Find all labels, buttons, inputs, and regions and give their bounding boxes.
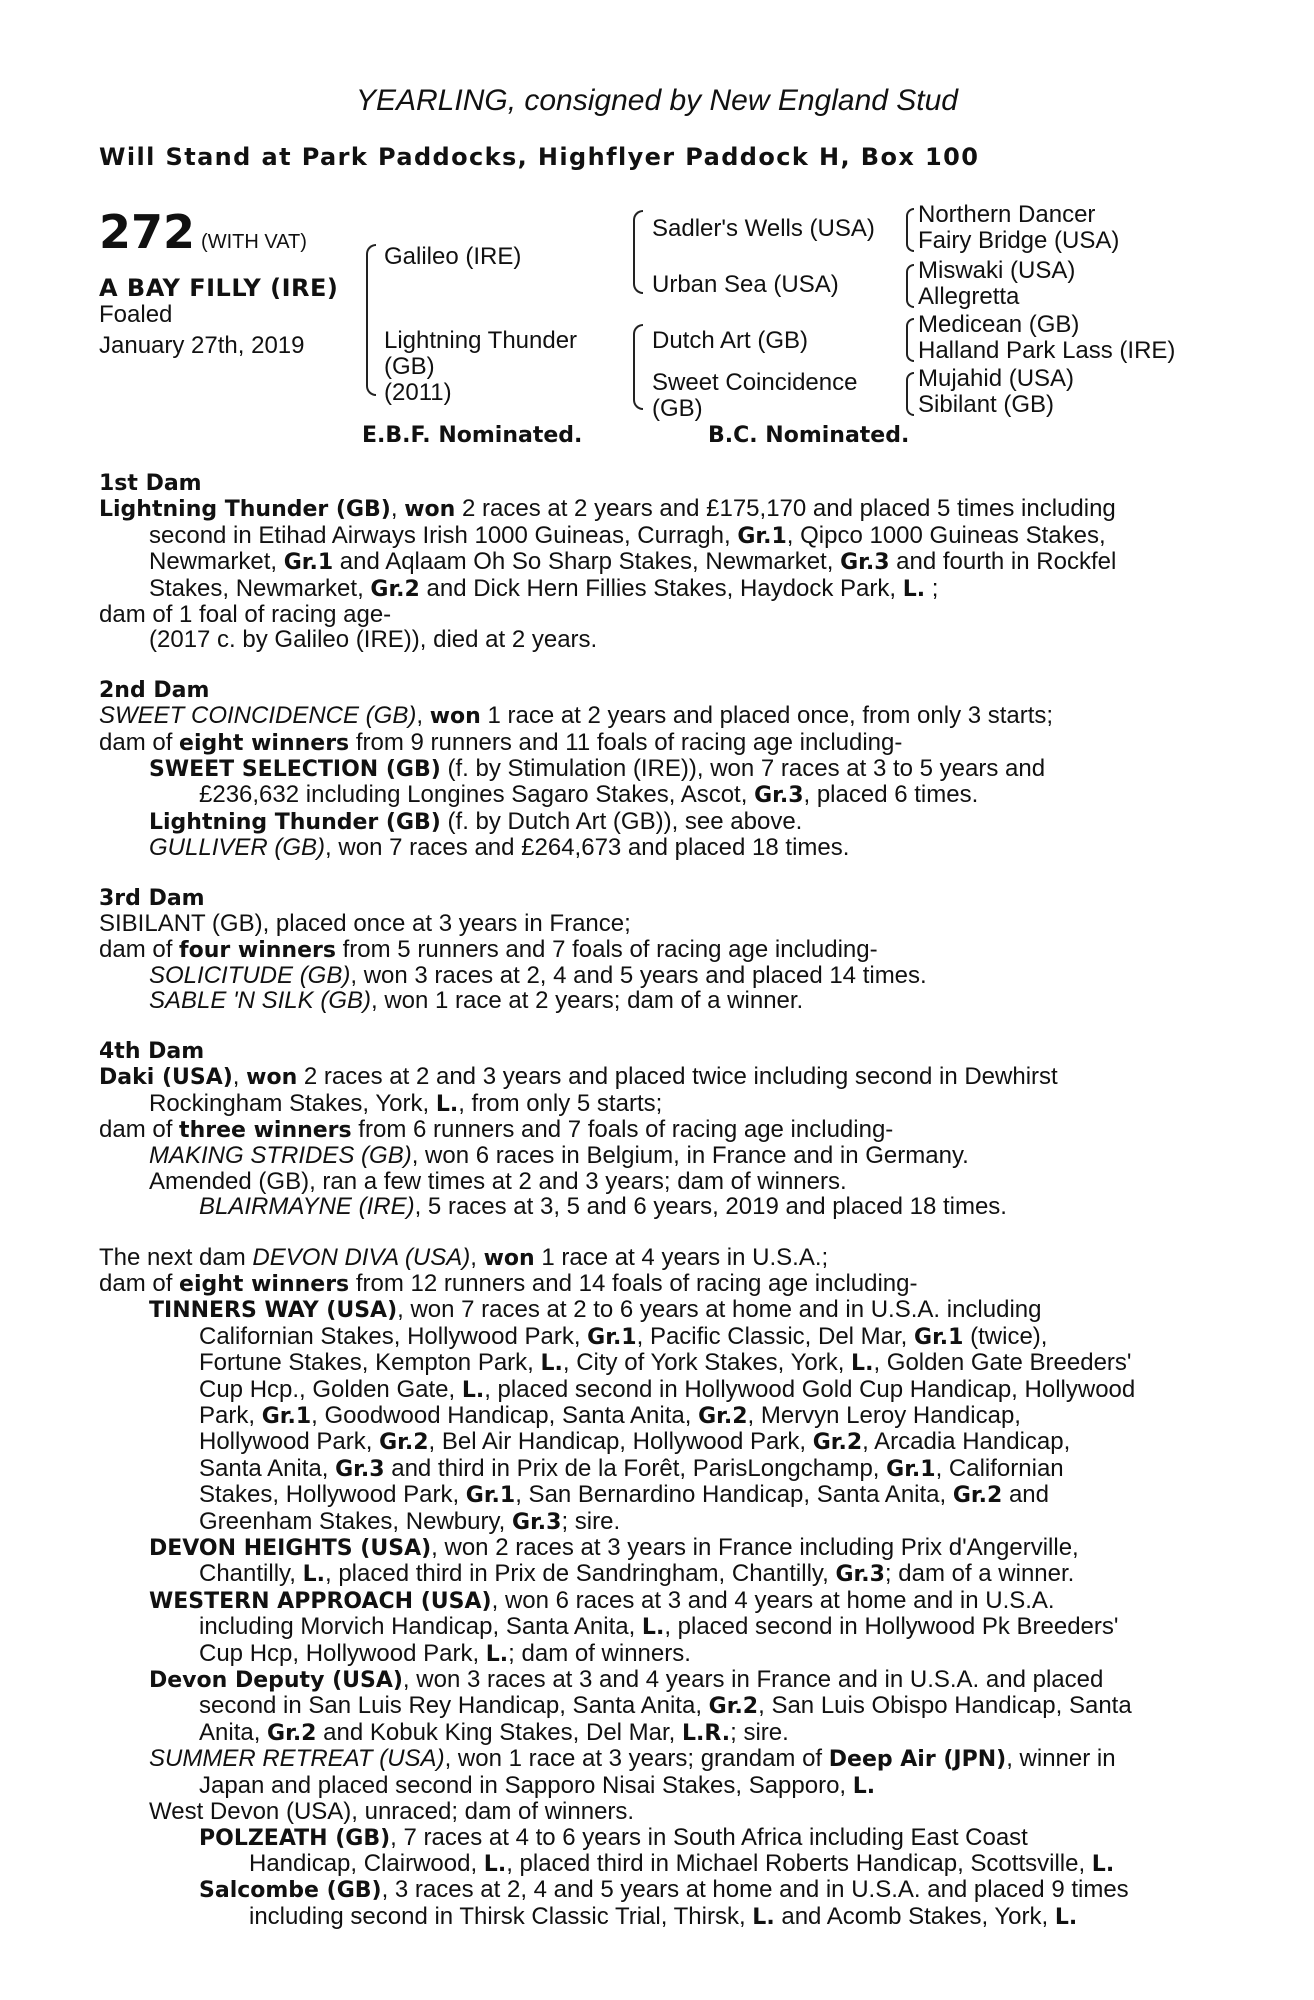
catalogue-body <box>99 471 1207 1930</box>
dam-dam: Sweet Coincidence <box>652 369 858 396</box>
pedigree-brace <box>633 324 643 410</box>
section-heading: 1st Dam <box>99 471 202 496</box>
dam-year: (2011) <box>384 379 452 406</box>
sds: Miswaki (USA) <box>918 257 1076 284</box>
pedigree-brace <box>366 244 376 396</box>
pedigree-line: Hollywood Park, Gr.2, Bel Air Handicap, Hollywood Park, Gr.2, Arcadia Handicap, <box>199 1428 1071 1456</box>
pedigree-line: Park, Gr.1, Goodwood Handicap, Santa Anita, Gr.2, Mervyn Leroy Handicap, <box>199 1402 1021 1429</box>
section-heading: 2nd Dam <box>99 677 210 703</box>
pedigree-line: second in San Luis Rey Handicap, Santa Anita, Gr.2, San Luis Obispo Handicap, Santa <box>199 1692 1132 1720</box>
pedigree-line: Anita, Gr.2 and Kobuk King Stakes, Del Mar, L.R.; sire. <box>199 1718 789 1746</box>
pedigree-line: Newmarket, Gr.1 and Aqlaam Oh So Sharp Stakes, Newmarket, Gr.3 and fourth in Rockfel <box>149 548 1117 576</box>
pedigree-line: SUMMER RETREAT (USA), won 1 race at 3 years; grandam of Deep Air (JPN), winner in <box>149 1745 1116 1773</box>
sire: Galileo (IRE) <box>384 243 522 270</box>
dam: Lightning Thunder <box>384 327 578 354</box>
pedigree-line: Amended (GB), ran a few times at 2 and 3 years; dam of winners. <box>149 1167 847 1195</box>
pedigree-line: Lightning Thunder (GB), won 2 races at 2 years and £175,170 and placed 5 times including <box>99 495 1116 523</box>
pedigree-line: second in Etihad Airways Irish 1000 Guineas, Curragh, Gr.1, Qipco 1000 Guineas Stakes, <box>149 521 1106 549</box>
pedigree-line: Stakes, Newmarket, Gr.2 and Dick Hern Fillies Stakes, Haydock Park, L. ; <box>149 574 939 602</box>
pedigree-line: Japan and placed second in Sapporo Nisai Stakes, Sapporo, L. <box>199 1771 876 1799</box>
pedigree-line: including second in Thirsk Classic Trial, Thirsk, L. and Acomb Stakes, York, L. <box>249 1902 1078 1930</box>
pedigree-line: Handicap, Clairwood, L., placed third in Michael Roberts Handicap, Scottsville, L. <box>249 1849 1115 1877</box>
pedigree-line: MAKING STRIDES (GB), won 6 races in Belgium, in France and in Germany. <box>149 1142 969 1170</box>
pedigree-line: dam of eight winners from 9 runners and 11 foals of racing age including- <box>99 728 903 756</box>
pedigree-line: dam of three winners from 6 runners and 7 foals of racing age including- <box>99 1115 894 1143</box>
stable-location: Will Stand at Park Paddocks, Highflyer Paddock H, Box 100 <box>99 143 980 171</box>
pedigree-line: WESTERN APPROACH (USA), won 6 races at 3 and 4 years at home and in U.S.A. <box>149 1586 1055 1614</box>
pedigree-line: Cup Hcp, Hollywood Park, L.; dam of winners. <box>199 1639 691 1667</box>
pedigree-line: SWEET COINCIDENCE (GB), won 1 race at 2 years and placed once, from only 3 starts; <box>99 702 1054 730</box>
lot-number <box>99 205 307 259</box>
sire-sire: Sadler's Wells (USA) <box>652 215 875 242</box>
pedigree-line: Stakes, Hollywood Park, Gr.1, San Bernardino Handicap, Santa Anita, Gr.2 and <box>199 1481 1049 1509</box>
lot-number-value: 272 <box>99 205 196 259</box>
dam-country: (GB) <box>384 353 435 380</box>
ssd: Fairy Bridge (USA) <box>918 227 1120 254</box>
pedigree-line: DEVON HEIGHTS (USA), won 2 races at 3 years in France including Prix d'Angerville, <box>149 1534 1079 1562</box>
dam-dam-country: (GB) <box>652 395 703 422</box>
dds: Mujahid (USA) <box>918 365 1075 392</box>
pedigree-line: dam of four winners from 5 runners and 7 foals of racing age including- <box>99 935 878 963</box>
pedigree-line: SIBILANT (GB), placed once at 3 years in France; <box>99 910 631 938</box>
pedigree-line: Cup Hcp., Golden Gate, L., placed second in Hollywood Gold Cup Handicap, Hollywood <box>199 1375 1136 1403</box>
pedigree-brace <box>906 264 914 308</box>
foaled-label: Foaled <box>99 301 173 328</box>
pedigree-brace <box>906 208 914 252</box>
dss: Medicean (GB) <box>918 311 1080 338</box>
catalogue-heading: YEARLING, consigned by New England Stud <box>355 84 958 117</box>
pedigree-line: dam of eight winners from 12 runners and 14 foals of racing age including- <box>99 1269 918 1297</box>
pedigree-line: Devon Deputy (USA), won 3 races at 3 and 4 years in France and in U.S.A. and placed <box>149 1666 1104 1694</box>
pedigree-line: Californian Stakes, Hollywood Park, Gr.1, Pacific Classic, Del Mar, Gr.1 (twice), <box>199 1322 1048 1350</box>
pedigree-line: SABLE 'N SILK (GB), won 1 race at 2 years; dam of a winner. <box>149 987 804 1015</box>
pedigree-line: TINNERS WAY (USA), won 7 races at 2 to 6 years at home and in U.S.A. including <box>149 1296 1042 1324</box>
pedigree-brace <box>906 318 914 362</box>
pedigree-line: SWEET SELECTION (GB) (f. by Stimulation (IRE)), won 7 races at 3 to 5 years and <box>149 755 1046 783</box>
pedigree-line: dam of 1 foal of racing age- <box>99 601 392 629</box>
foaled-date: January 27th, 2019 <box>99 332 305 359</box>
horse-name: A BAY FILLY (IRE) <box>99 274 339 302</box>
pedigree-line: POLZEATH (GB), 7 races at 4 to 6 years in South Africa including East Coast <box>199 1823 1028 1851</box>
pedigree-line: GULLIVER (GB), won 7 races and £264,673 and placed 18 times. <box>149 834 850 862</box>
sire-dam: Urban Sea (USA) <box>652 271 839 298</box>
bc-nominated: B.C. Nominated. <box>708 423 910 448</box>
pedigree-line: Lightning Thunder (GB) (f. by Dutch Art (GB)), see above. <box>149 807 803 835</box>
pedigree-line: West Devon (USA), unraced; dam of winners. <box>149 1798 635 1826</box>
pedigree-line: BLAIRMAYNE (IRE), 5 races at 3, 5 and 6 years, 2019 and placed 18 times. <box>199 1193 1007 1221</box>
vat-label: (WITH VAT) <box>201 231 307 253</box>
pedigree-line: Salcombe (GB), 3 races at 2, 4 and 5 years at home and in U.S.A. and placed 9 times <box>199 1876 1129 1904</box>
sss: Northern Dancer <box>918 201 1096 228</box>
pedigree-line: SOLICITUDE (GB), won 3 races at 2, 4 and 5 years and placed 14 times. <box>149 961 927 989</box>
pedigree-line: Chantilly, L., placed third in Prix de Sandringham, Chantilly, Gr.3; dam of a winner. <box>199 1560 1075 1588</box>
pedigree-line: Rockingham Stakes, York, L., from only 5 starts; <box>149 1089 663 1117</box>
pedigree-brace <box>633 210 643 294</box>
pedigree-line: Fortune Stakes, Kempton Park, L., City of York Stakes, York, L., Golden Gate Breeders' <box>199 1349 1132 1377</box>
section-heading: 3rd Dam <box>99 885 205 911</box>
ebf-nominated: E.B.F. Nominated. <box>362 423 583 448</box>
pedigree-line: £236,632 including Longines Sagaro Stakes, Ascot, Gr.3, placed 6 times. <box>199 781 979 809</box>
pedigree-line: (2017 c. by Galileo (IRE)), died at 2 years. <box>149 626 598 654</box>
dsd: Halland Park Lass (IRE) <box>918 337 1176 364</box>
pedigree-line: Greenham Stakes, Newbury, Gr.3; sire. <box>199 1507 621 1535</box>
ddd: Sibilant (GB) <box>918 391 1055 418</box>
pedigree-brace <box>906 372 914 416</box>
dam-sire: Dutch Art (GB) <box>652 327 809 354</box>
sdd: Allegretta <box>918 283 1020 310</box>
pedigree-line: Daki (USA), won 2 races at 2 and 3 years and placed twice including second in Dewhirst <box>99 1063 1058 1091</box>
pedigree-line: Santa Anita, Gr.3 and third in Prix de la Forêt, ParisLongchamp, Gr.1, Californian <box>199 1454 1064 1482</box>
pedigree-line: including Morvich Handicap, Santa Anita, L., placed second in Hollywood Pk Breeders' <box>199 1613 1119 1641</box>
pedigree-line: The next dam DEVON DIVA (USA), won 1 race at 4 years in U.S.A.; <box>99 1243 829 1271</box>
section-heading: 4th Dam <box>99 1038 205 1064</box>
